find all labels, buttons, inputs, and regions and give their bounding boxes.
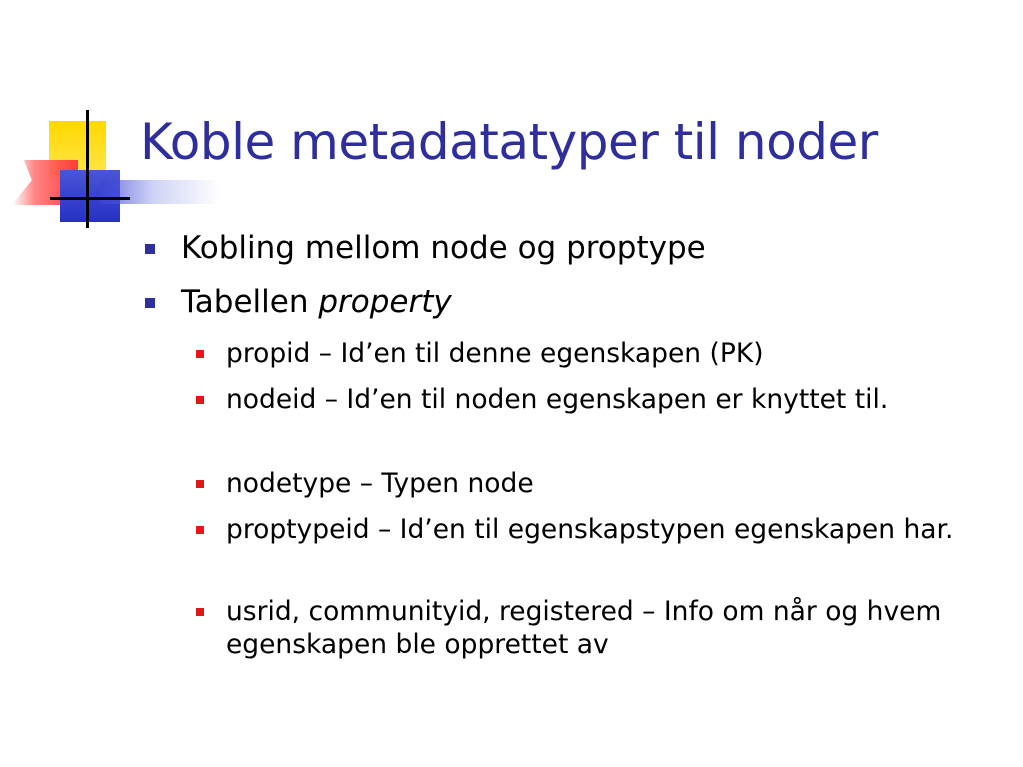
logo-vertical-line [86, 110, 89, 228]
sub-bullet-item [226, 337, 986, 370]
logo-horizontal-line [50, 197, 130, 200]
square-bullet-icon [196, 480, 204, 488]
square-bullet-icon [196, 396, 204, 404]
square-bullet-icon [196, 350, 204, 358]
bullet-item [181, 284, 452, 321]
bullet-text: Kobling mellom node og proptype [181, 230, 706, 266]
sub-bullet-text: proptypeid – Id’en til egenskapstypen egenskapen har. [226, 514, 954, 545]
square-bullet-icon [145, 298, 155, 308]
bullet-item [181, 230, 706, 267]
logo-blue-fade-bar [100, 180, 220, 204]
sub-bullet-item [226, 383, 986, 416]
slide-title: Koble metadatatyper til noder [140, 113, 878, 171]
square-bullet-icon [145, 244, 155, 254]
sub-bullet-item [226, 595, 986, 661]
sub-bullet-item [226, 513, 986, 546]
square-bullet-icon [196, 526, 204, 534]
sub-bullet-text: nodetype – Typen node [226, 468, 534, 499]
bullet-text: Tabellen [181, 284, 319, 320]
sub-bullet-text: propid – Id’en til denne egenskapen (PK) [226, 338, 764, 369]
sub-bullet-text: nodeid – Id’en til noden egenskapen er knyttet til. [226, 384, 889, 415]
bullet-emphasis: property [318, 284, 452, 320]
sub-bullet-item [226, 467, 986, 500]
sub-bullet-text: usrid, communityid, registered – Info om når og hvem egenskapen ble opprettet av [226, 596, 942, 660]
square-bullet-icon [196, 608, 204, 616]
